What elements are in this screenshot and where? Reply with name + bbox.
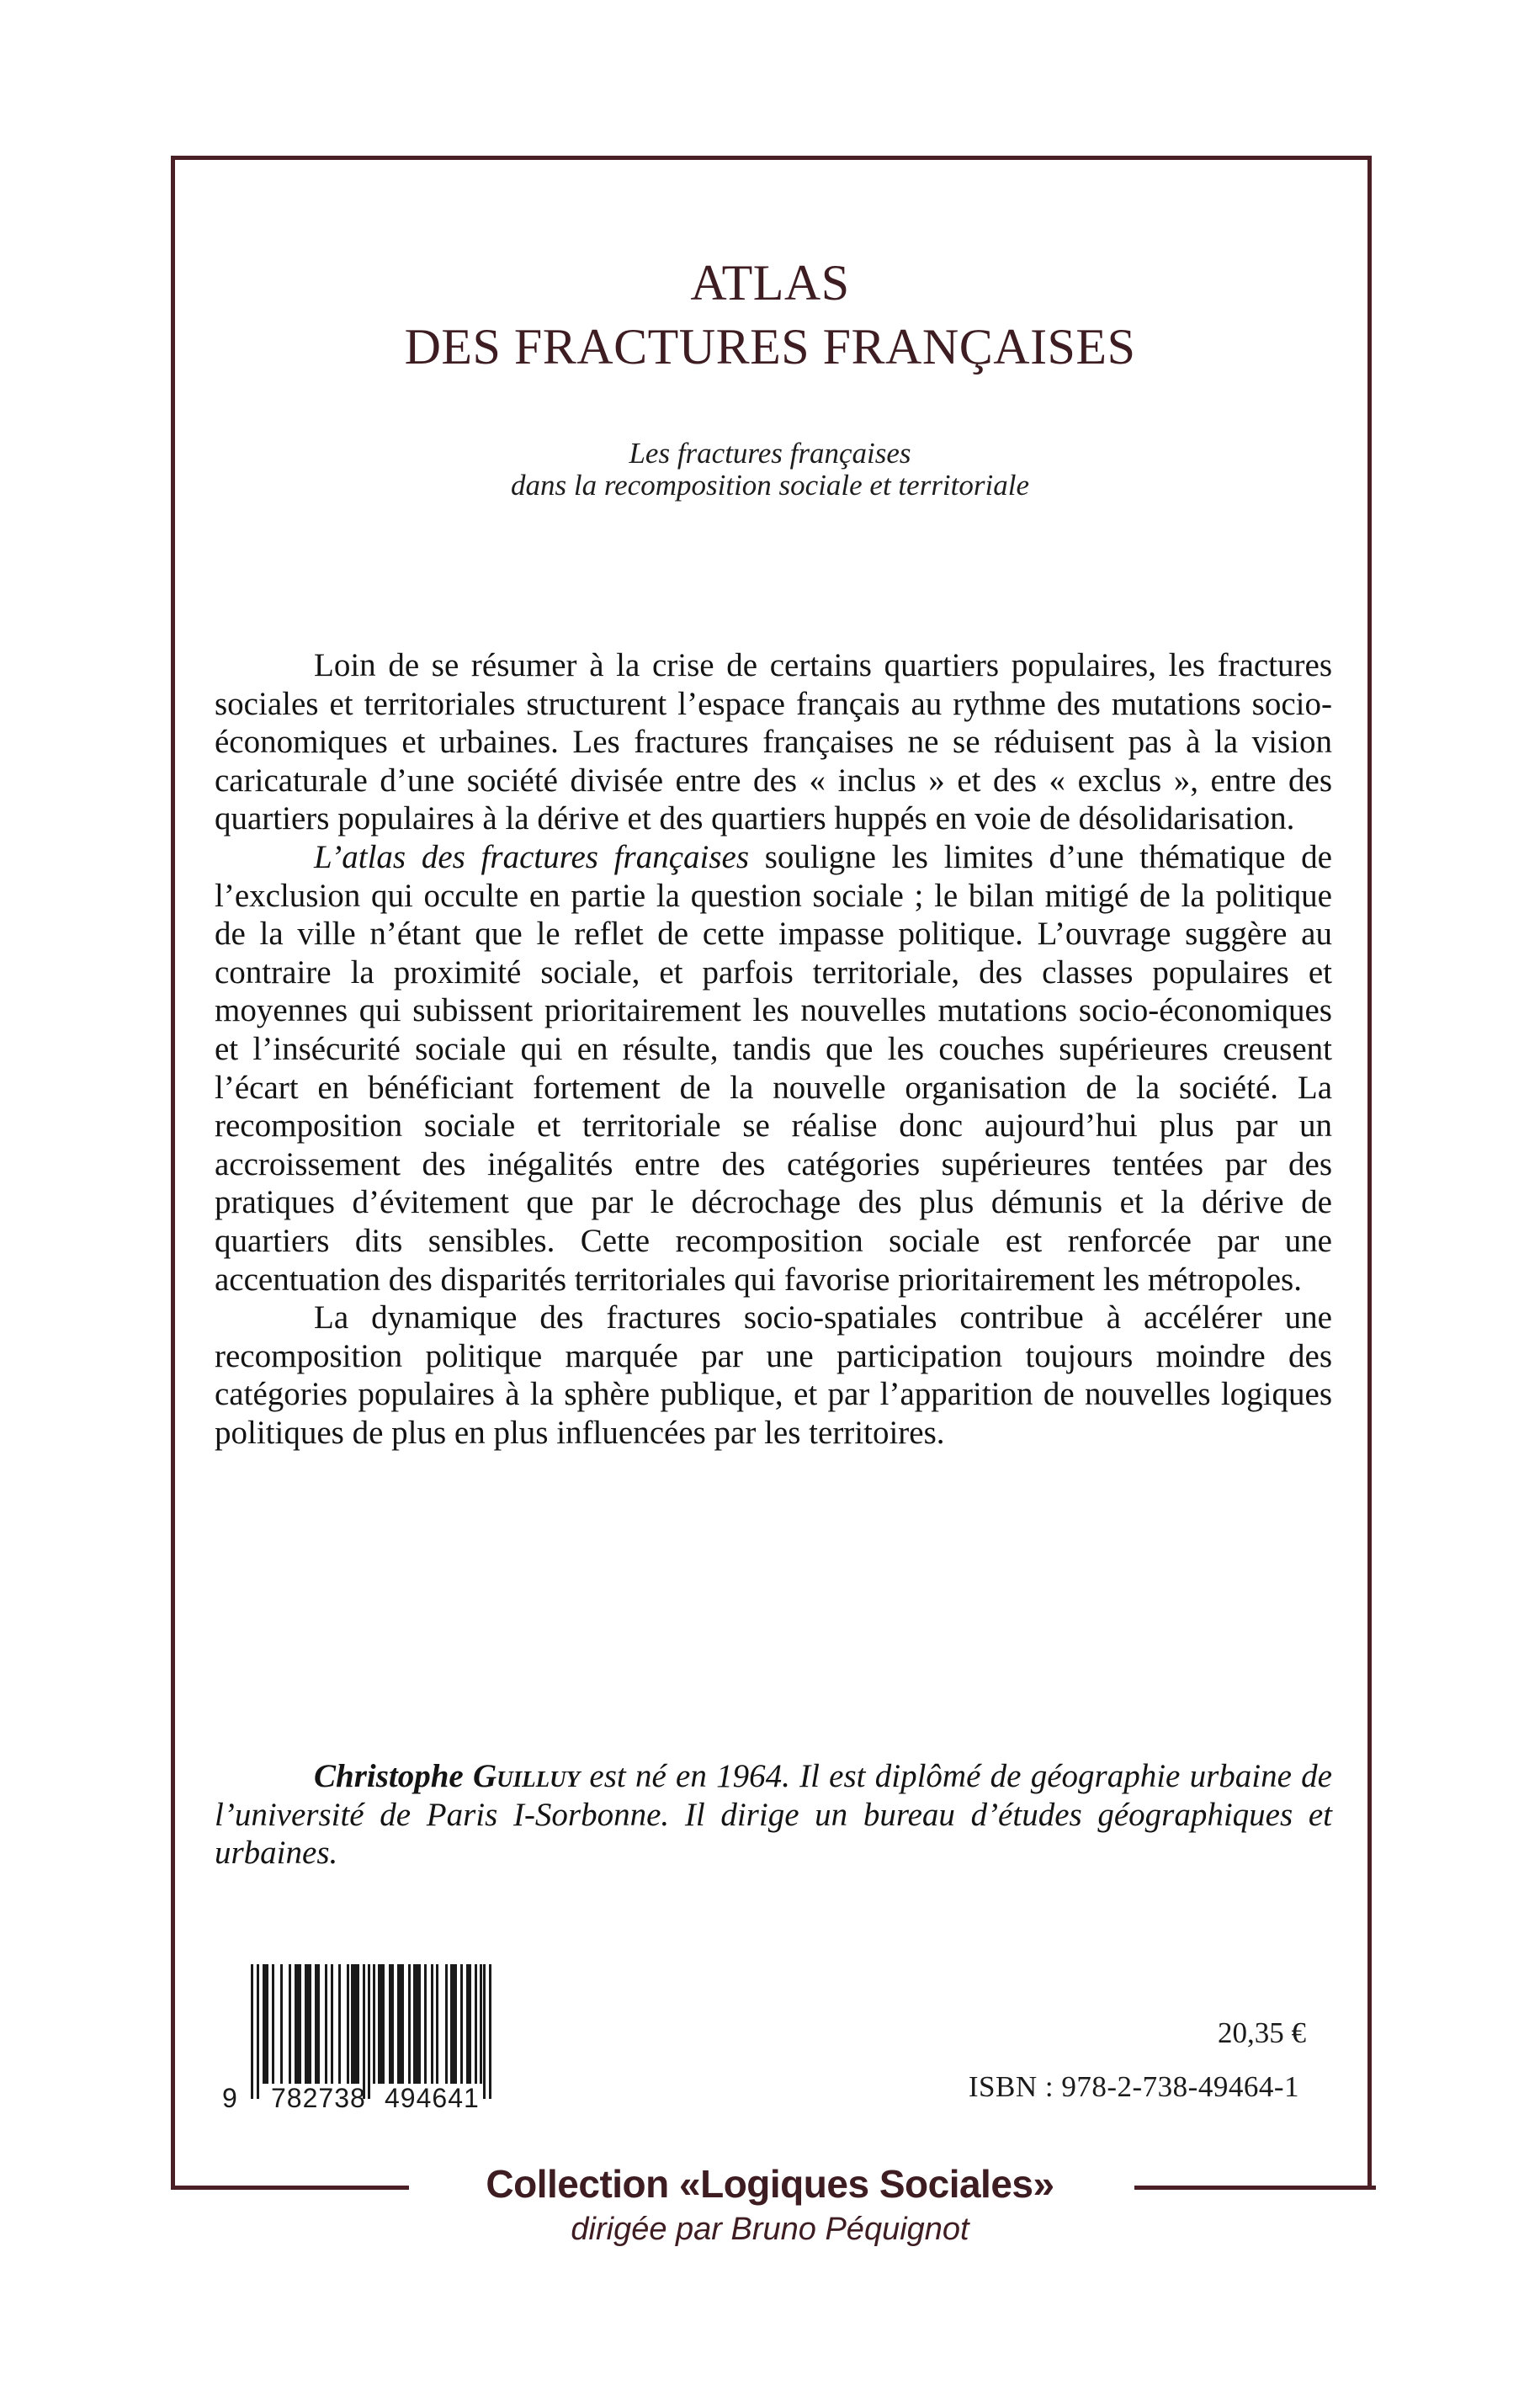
title-line-1: ATLAS [690, 255, 850, 311]
blurb-paragraph-2-text: souligne les limites d’une thématique de l’exclusion qui occulte en partie la question sociale ; le bilan mitigé de la politique de la ville n’étant que le reflet de cette impasse politique. L’ouvrage suggère au contraire la proximité sociale, et parfois territoriale, des classes populaires et moyennes qui subissent prioritairement les nouvelles mutations socio-économiques et l’insécurité sociale qui en résulte, tandis que les couches supérieures creusent l’écart en bénéficiant fortement de la nouvelle organisation de la société. La recomposition sociale et territoriale se réalise donc aujourd’hui plus par un accroissement des inégalités entre des catégories supérieures tentées par des pratiques d’évitement que par le décrochage des plus démunis et la dérive de quartiers dits sensibles. Cette recomposition sociale est renforcée par une accentuation des disparités territoriales qui favorise prioritairement les métropoles. [215, 838, 1332, 1298]
title-line-2: DES FRACTURES FRANÇAISES [404, 319, 1136, 374]
barcode-digits-left: 782738 [271, 2083, 366, 2113]
book-subtitle [0, 438, 1540, 502]
blurb-paragraph-3: La dynamique des fractures socio-spatiales contribue à accélérer une recomposition politique marquée par une participation toujours moindre des catégories populaires à la sphère publique, et par l’apparition de nouvelles logiques politiques de plus en plus influencées par les territoires. [215, 1299, 1332, 1451]
isbn: ISBN : 978-2-738-49464-1 [968, 2070, 1299, 2103]
barcode-digit-lead: 9 [222, 2083, 237, 2113]
subtitle-line-1: Les fractures françaises [629, 437, 911, 470]
price: 20,35 € [1218, 2016, 1306, 2049]
author-bio-text: est né en 1964. Il est diplômé de géographie urbaine de l’université de Paris I-Sorbonne. Il dirige un bureau d’études géographiques et urbaines. [215, 1758, 1332, 1872]
blurb [215, 646, 1332, 1452]
blurb-paragraph-1: Loin de se résumer à la crise de certains quartiers populaires, les fractures sociales et territoriales structurent l’espace français au rythme des mutations socio-économiques et urbaines. Les fractures françaises ne se réduisent pas à la vision caricaturale d’une société divisée entre des « inclus » et des « exclus », entre des quartiers populaires à la dérive et des quartiers huppés en voie de désolidarisation. [215, 647, 1332, 837]
author-first-name: Christophe [314, 1758, 473, 1794]
isbn-barcode [220, 1961, 557, 2117]
book-title-reference: L’atlas des fractures françaises [314, 838, 749, 875]
book-title [0, 251, 1540, 379]
author-bio [215, 1757, 1332, 1872]
barcode-digits-right: 494641 [385, 2083, 480, 2113]
blurb-paragraph-2 [215, 838, 1332, 1299]
author-last-name: Guilluy [472, 1758, 581, 1794]
collection-name: Collection «Logiques Sociales» [486, 2162, 1054, 2206]
collection-director: dirigée par Bruno Péquignot [571, 2212, 969, 2247]
subtitle-line-2: dans la recomposition sociale et territoriale [510, 469, 1029, 502]
